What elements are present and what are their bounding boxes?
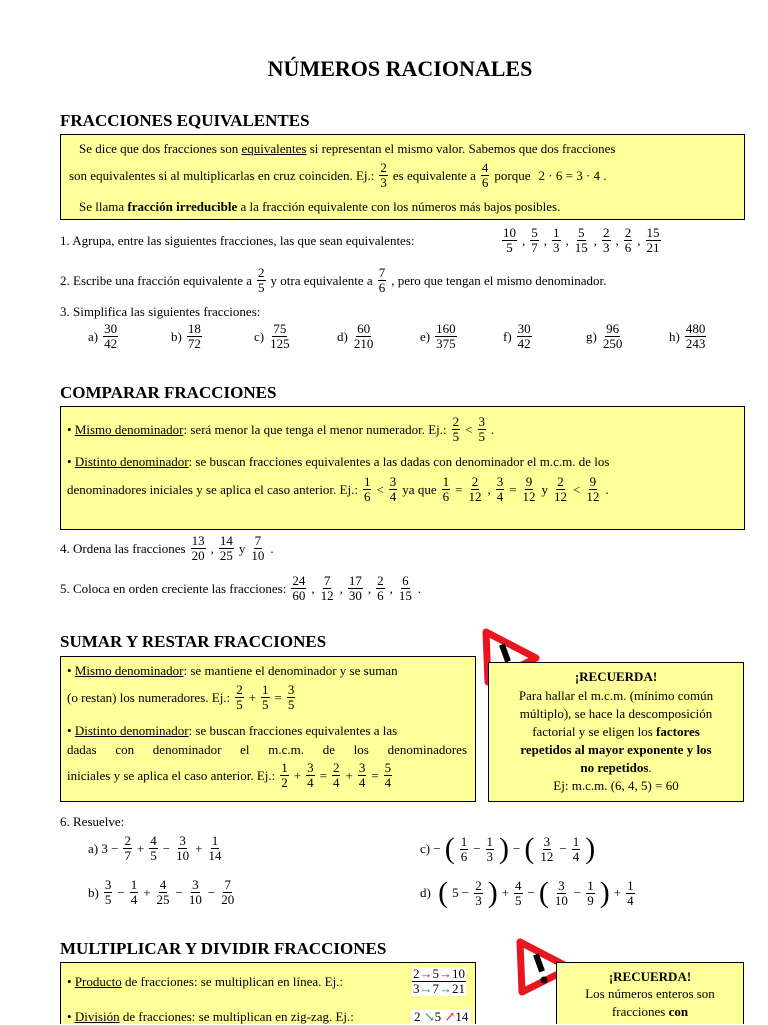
box-comparar: • Mismo denominador: será menor la que tenga el menor numerador. Ej.: $\frac{2}{5}$ < $\frac{3}{5}$ . • Distinto denominador: se buscan fracciones equivalentes a las dadas con denominador el m.c.m. de los denominadores iniciales y se aplica el caso anterior. Ej.: $\frac{1}{6}$ < $\frac{3}{4}$ ya que $\frac{1}{6}$ = $\frac{2}{12}$ , $\frac{3}{4}$ = $\frac{9}{12}$ y $\frac{2}{12}$ < $\frac{9}{12}$ . [60,406,745,530]
fraction: $\frac{7}{12}$ [320,573,334,603]
fraction: $\frac{14}{25}$ [219,533,233,563]
fraction: $\frac{24}{60}$ [292,573,306,603]
fraction: $\frac{30}{42}$ [104,321,118,351]
fraction: $\frac{3}{12}$ [540,833,554,864]
term: Mismo denominador [74,663,184,678]
fraction: $\frac{30}{42}$ [517,321,531,351]
item-label: a) [88,328,99,344]
fraction: $\frac{2}{4}$ [332,760,340,790]
fraction: $\frac{3}{5}$ [104,877,112,907]
exercise-1: 1. Agrupa, entre las siguientes fracciones, las que sean equivalentes: $\frac{10}{5}$ , $\frac{5}{7}$ , $\frac{1}{3}$ , $\frac{5}{15}$ , $\frac{2}{3}$ , $\frac{2}{6}$ , $\frac{15}{21}$ [60,225,660,255]
term: División [74,1009,120,1024]
fraction: $\frac{1}{5}$ [262,682,269,712]
fraction: $\frac{2}{12}$ [468,474,482,504]
fraction: $\frac{7}{10}$ [251,533,265,563]
heading-comparar: COMPARAR FRACCIONES [60,383,277,402]
simplify-item [337,322,375,351]
term: Distinto denominador [74,723,189,738]
fraction: $\frac{3}{5}$ [478,414,485,444]
text: 4. Ordena las fracciones [60,540,186,556]
fraction: $\frac{3}{10}$ [554,877,568,908]
fraction: $\frac{4}{5}$ [150,833,157,863]
fraction: $\frac{5}{4}$ [384,760,392,790]
fraction: $\frac{4}{25}$ [156,877,170,907]
text: 5. Coloca en orden creciente las fracciones: [60,580,287,596]
exercise-6a: a) 3 − $\frac{2}{7}$ + $\frac{4}{5}$ − $\frac{3}{10}$ + $\frac{1}{14}$ [88,833,222,863]
text: y [541,481,549,497]
text: fracciones [611,1004,669,1019]
simplify-item [420,322,458,351]
exercise-5: 5. Coloca en orden creciente las fracciones: $\frac{24}{60}$ , $\frac{7}{12}$ , $\frac{17}{30}$ , $\frac{2}{6}$ , $\frac{6}{15}$ . [60,573,422,603]
recuerda-title: ¡RECUERDA! [608,969,692,984]
fraction: $\frac{2}{3}$ [475,877,482,908]
text: es equivalente a [392,167,476,183]
text: Se dice que dos fracciones son [79,141,242,156]
simplify-item [669,322,707,351]
fraction: $\frac{1}{3}$ [486,833,494,864]
fraction: $\frac{3}{4}$ [389,474,397,504]
item-label: d) [337,328,348,344]
simplify-item [88,322,119,351]
fraction: $\frac{2}{5}$ [236,682,243,712]
fraction: $\frac{480}{243}$ [685,321,706,351]
fraction: $\frac{60}{210}$ [353,321,374,351]
text: (o restan) los numeradores. Ej.: [67,689,231,705]
simplify-item [586,322,624,351]
text: y otra equivalente a [270,272,373,288]
text: 2 · 6 = 3 · 4 . [538,167,607,183]
text: 2. Escribe una fracción equivalente a [60,272,253,288]
fraction: $\frac{7}{20}$ [221,877,235,907]
exercise-6d: d) ( 5 − $\frac{2}{3}$ ) + $\frac{4}{5}$ − ( $\frac{3}{10}$ − $\frac{1}{9}$ ) + $\frac{1}{4}$ [420,876,634,909]
text: 1. Agrupa, entre las siguientes fracciones, las que sean equivalentes: [60,232,415,248]
fraction: $\frac{2}{7}$ [124,833,131,863]
term-irreducible: fracción irreducible [127,199,238,214]
fraction: $\frac{13}{20}$ [191,533,205,563]
text: repetidos al mayor exponente y los [520,742,712,757]
item-label: g) [586,328,597,344]
fraction: $\frac{1}{4}$ [627,877,634,908]
text: si representan el mismo valor. Sabemos que dos fracciones [306,141,616,156]
text: y [238,540,246,556]
page-title: NÚMEROS RACIONALES [267,56,533,81]
term: Distinto denominador [74,454,189,469]
fraction: $\frac{3}{5}$ [287,682,295,712]
fraction: $\frac{17}{30}$ [348,573,362,603]
text: múltiplo), se hace la descomposición [519,706,713,721]
fraction: $\frac{6}{15}$ [398,573,412,603]
item-label: h) [669,328,680,344]
text: : se buscan fracciones equivalentes a las [188,723,398,738]
text: , pero que tengan el mismo denominador. [391,272,607,288]
fraction: $\frac{5}{7}$ [531,225,538,255]
fraction: $\frac{2}{6}$ [377,573,384,603]
fraction: $\frac{1}{4}$ [572,833,580,864]
fraction: $\frac{9}{12}$ [522,474,536,504]
box-equivalentes [60,134,745,220]
fraction: $\frac{9}{12}$ [586,474,600,504]
fraction: $\frac{7}{6}$ [378,265,386,295]
fraction: $\frac{1}{6}$ [442,474,450,504]
fraction: $\frac{2}{5}$ [258,265,265,295]
box-recuerda-mcm [488,662,744,802]
exercise-3: 3. Simplifica las siguientes fracciones: [60,304,261,319]
item-label: f) [503,328,512,344]
fraction: $\frac{15}{21}$ [646,225,660,255]
box-recuerda-enteros [556,962,744,1024]
text: porque [494,167,531,183]
simplify-item [503,322,533,351]
exercise-6c: c) − ( $\frac{1}{6}$ − $\frac{1}{3}$ ) − ( $\frac{3}{12}$ − $\frac{1}{4}$ ) [420,832,596,865]
text: Los números enteros son [585,986,715,1001]
fraction: $\frac{3}{4}$ [358,760,366,790]
fraction: $\frac{2}{6}$ [624,225,632,255]
item-label: e) [420,328,431,344]
fraction: $\frac{5}{15}$ [574,225,588,255]
item-label: b) [171,328,182,344]
simplify-item [171,322,203,351]
heading-equivalentes: FRACCIONES EQUIVALENTES [60,111,310,130]
fraction: $\frac{3}{10}$ [188,877,202,907]
text: : se buscan fracciones equivalentes a las dadas con denominador el m.c.m. de los [188,454,610,469]
product-example: $\frac{2\to 5\to 10}{3\to 7\to 21}$ [413,966,465,996]
term: Producto [74,973,122,989]
fraction: $\frac{1}{14}$ [208,833,222,863]
term: Mismo denominador [74,421,184,437]
text: ya que [402,481,437,497]
text: no repetidos [580,760,649,775]
recuerda-title: ¡RECUERDA! [574,669,658,684]
box-sumar: • Mismo denominador: se mantiene el denominador y se suman (o restan) los numeradores. Ej.: $\frac{2}{5}$ + $\frac{1}{5}$ = $\frac{3}{5}$ • Distinto denominador: se buscan fracciones equivalentes a las dadas con denominador el m.c.m. de los denominadores iniciales y se aplica el caso anterior. Ej.: $\frac{1}{2}$ + $\frac{3}{4}$ = $\frac{2}{4}$ + $\frac{3}{4}$ = $\frac{5}{4}$ [60,656,476,802]
fraction: $\frac{1}{2}$ [281,760,288,790]
heading-multiplicar: MULTIPLICAR Y DIVIDIR FRACCIONES [60,939,387,958]
simplify-list [88,322,748,362]
text: : se mantiene el denominador y se suman [183,663,398,678]
fraction: $\frac{160}{375}$ [436,321,456,351]
text: de fracciones: se multiplican en línea. Ej.: [121,973,344,989]
exercise-6b: b) $\frac{3}{5}$ − $\frac{1}{4}$ + $\frac{4}{25}$ − $\frac{3}{10}$ − $\frac{7}{20}$ [88,877,235,907]
text: Para hallar el m.c.m. (mínimo común [518,688,714,703]
text: factores [656,724,700,739]
text: a la fracción equivalente con los números más bajos posibles. [237,199,561,214]
division-example: 2 ↘5 ↗14 [411,1009,471,1025]
fraction: $\frac{3}{10}$ [176,833,190,863]
text: denominadores iniciales y se aplica el caso anterior. Ej.: [67,481,358,497]
fraction: $\frac{1}{6}$ [363,474,371,504]
fraction: $\frac{75}{125}$ [270,321,290,351]
text: dadas con denominador el m.c.m. de los denominadores [67,742,467,757]
text: Ej: m.c.m. (6, 4, 5) = 60 [553,778,679,793]
fraction: $\frac{1}{4}$ [130,877,138,907]
item-label: c) [254,328,265,344]
text: . [648,760,652,775]
text: con [668,1004,689,1019]
box-multiplicar: • Producto de fracciones: se multiplican en línea. Ej.: $\frac{2\to 5\to 10}{3\to 7\to 21}$ • División de fracciones: se multiplican en zig-zag. Ej.: 2 ↘5 ↗14 [60,962,476,1024]
fraction: $\frac{1}{3}$ [553,225,560,255]
exercise-6: 6. Resuelve: [60,814,125,829]
text: factorial y se eligen los [532,724,657,739]
text: de fracciones: se multiplican en zig-zag. Ej.: [119,1009,354,1024]
fraction: $\frac{2}{3}$ [603,225,610,255]
fraction: $\frac{4}{5}$ [515,877,522,908]
exercise-4: 4. Ordena las fracciones $\frac{13}{20}$ , $\frac{14}{25}$ y $\frac{7}{10}$ . [60,533,274,563]
exercise-2 [60,266,606,295]
text: Se llama [79,199,128,214]
simplify-item [254,322,292,351]
fraction: $\frac{3}{4}$ [307,760,314,790]
fraction: $\frac{2}{3}$ [380,160,387,190]
heading-sumar: SUMAR Y RESTAR FRACCIONES [60,632,327,651]
fraction: $\frac{4}{6}$ [481,160,489,190]
term-equivalentes: equivalentes [241,141,307,156]
fraction: $\frac{10}{5}$ [503,225,516,255]
text: son equivalentes si al multiplicarlas en cruz coinciden. Ej.: [69,167,375,183]
text: : será menor la que tenga el menor numerador. Ej.: [183,421,447,437]
fraction: $\frac{1}{6}$ [460,833,468,864]
fraction: $\frac{96}{250}$ [602,321,623,351]
fraction: $\frac{2}{12}$ [554,474,568,504]
fraction: $\frac{18}{72}$ [187,321,201,351]
fraction: $\frac{1}{9}$ [587,877,594,908]
fraction: $\frac{2}{5}$ [452,414,460,444]
text: iniciales y se aplica el caso anterior. Ej.: [67,767,276,783]
fraction: $\frac{3}{4}$ [496,474,504,504]
